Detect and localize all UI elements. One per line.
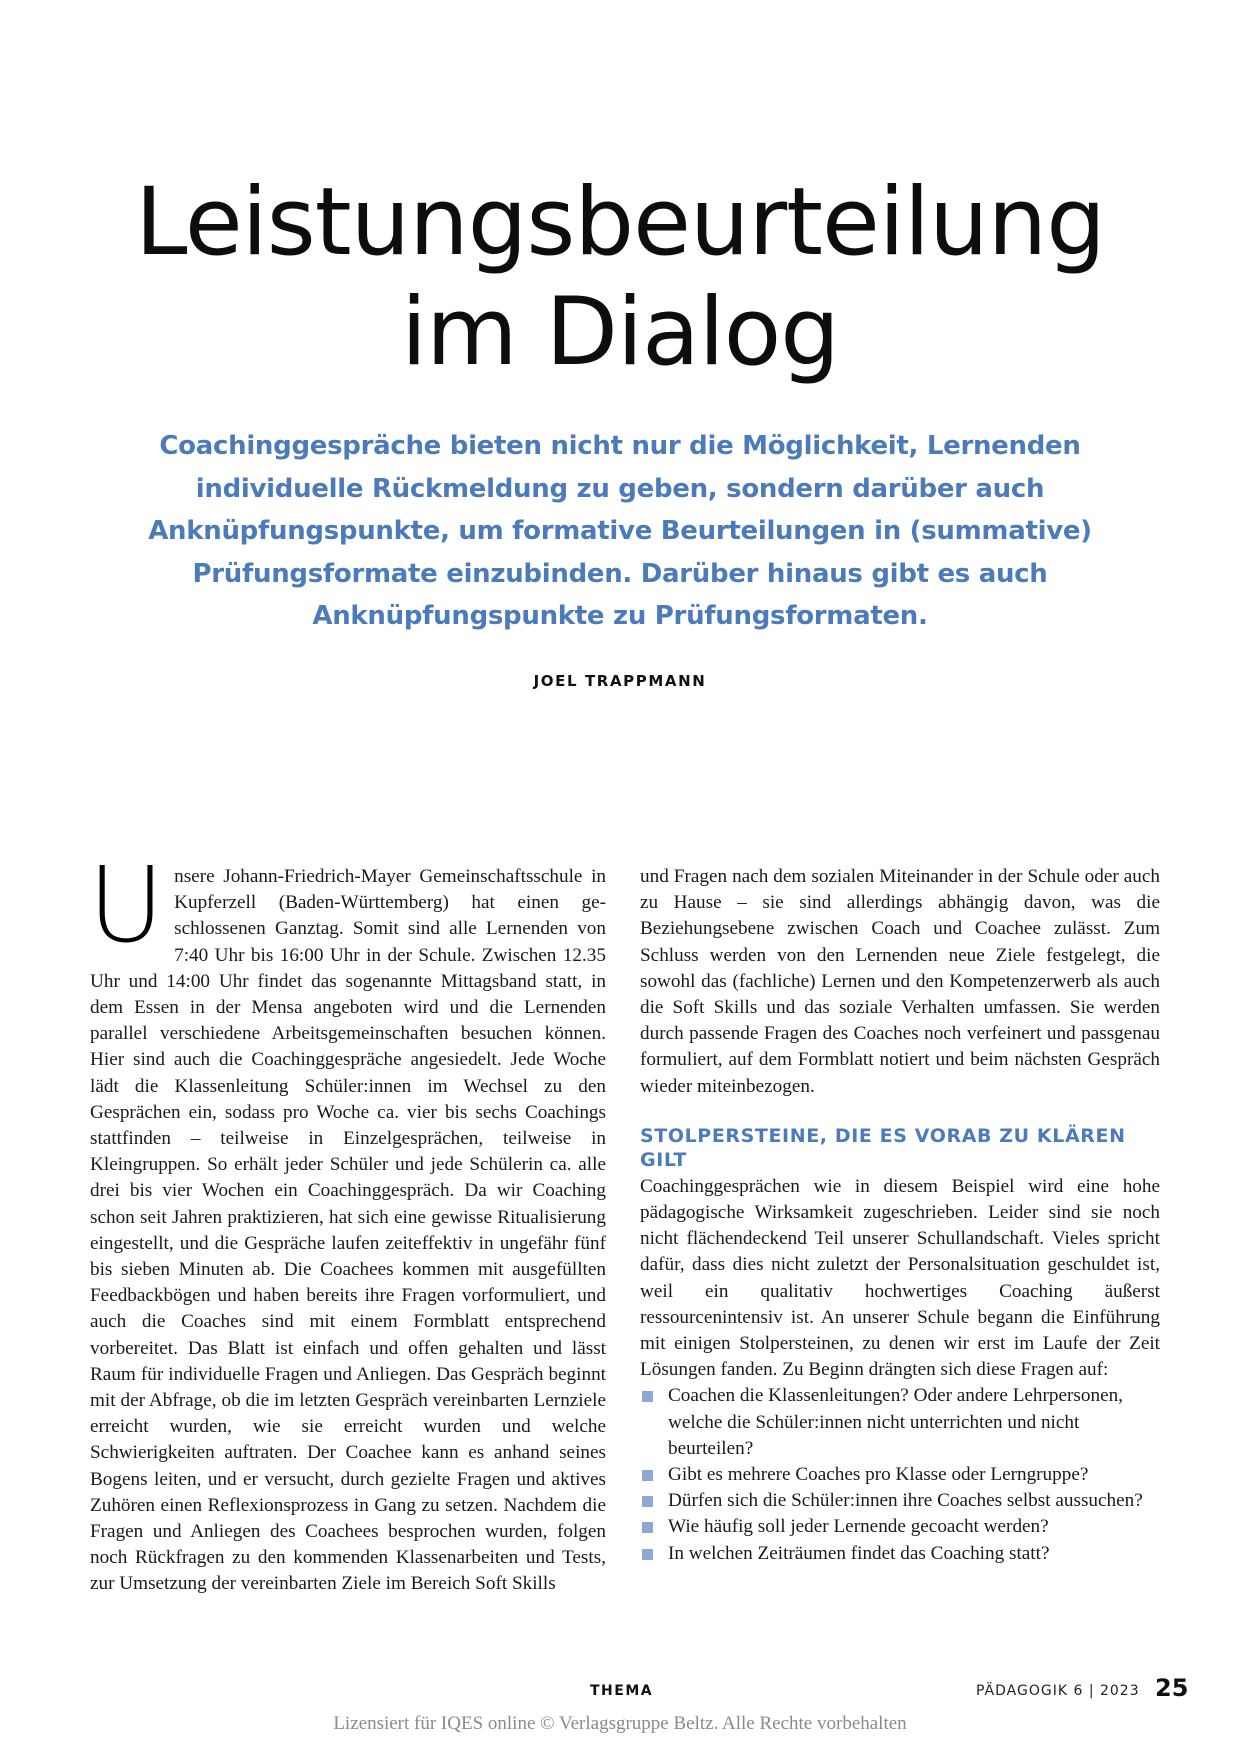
title-line-2: im Dialog (401, 278, 839, 387)
body-column-left (88, 844, 606, 1598)
square-bullet-icon (642, 1391, 653, 1402)
page-number: 25 (1155, 1674, 1189, 1702)
section-heading: STOLPERSTEINE, DIE ES VORAB ZU KLÄREN GILT (640, 1124, 1126, 1171)
body-paragraph: Coachinggesprächen wie in diesem Beispiel wird eine hohe pädagogische Wirksamkeit zugeschrieben. Leider sind sie noch nicht flächendeckend Teil unserer Schullandschaft. Vieles spricht dafür, dass dies nicht zuletzt der Personalsituation geschuldet ist, weil ein qualitativ hochwertiges Coaching äußerst ressourcenintensiv ist. An unserer Schule begann die Einführung mit einigen Stolpersteinen, zu denen wir erst im Laufe der Zeit Lösungen fanden. Zu Beginn drängten sich diese Fragen auf: (640, 1175, 1160, 1381)
list-item-text: Gibt es mehrere Coaches pro Klasse oder Lerngruppe? (668, 1464, 1089, 1486)
list-item (640, 1488, 1160, 1514)
square-bullet-icon (642, 1470, 653, 1481)
title-line-1: Leistungsbeurteilung (135, 168, 1105, 277)
list-item (640, 1541, 1160, 1567)
square-bullet-icon (642, 1522, 653, 1533)
footer-section-label: THEMA (590, 1683, 654, 1699)
list-item (640, 1514, 1160, 1540)
article-lede: Coachinggespräche bieten nicht nur die Möglichkeit, Lernenden individuelle Rückmeldung zu geben, sondern darüber auch Anknüpfungspunkte, um formative Beurteilungen in (summative) Prüfungsformate einzubinden. Darüber hinaus gibt es auch Anknüpfungspunkte zu Prüfungsformaten. (148, 431, 1092, 631)
list-item (640, 1383, 1160, 1462)
drop-cap: U (88, 844, 165, 966)
body-paragraph-continued: und Fragen nach dem sozialen Miteinander in der Schule oder auch zu Hause – sie sind allerdings abhängig davon, was die Beziehungsebene zwischen Coach und Coachee zulässt. Zum Schluss werden von den Lernenden neue Ziele festgelegt, die sowohl das (fachliche) Lernen und den Kompetenzerwerb als auch die Soft Skills und das soziale Verhalten umfassen. Sie werden durch passende Fragen des Coaches noch verfeinert und passgenau formuliert, auf dem Formblatt notiert und beim nächsten Gespräch wieder miteinbezogen. (640, 866, 1160, 1097)
body-column-right (640, 864, 1160, 1567)
list-item-text: Wie häufig soll jeder Lernende gecoacht werden? (668, 1516, 1049, 1538)
license-notice: Lizensiert für IQES online © Verlagsgruppe Beltz. Alle Rechte vorbehalten (333, 1713, 907, 1734)
list-item-text: Dürfen sich die Schüler:innen ihre Coaches selbst aussuchen? (668, 1490, 1143, 1512)
square-bullet-icon (642, 1549, 653, 1560)
list-item-text: In welchen Zeiträumen findet das Coaching statt? (668, 1542, 1050, 1564)
footer-issue: PÄDAGOGIK 6 | 2023 (976, 1683, 1140, 1699)
author-byline: JOEL TRAPPMANN (533, 672, 707, 690)
paragraph-text: nsere Johann-Friedrich-Mayer Gemeinschaftsschule in Kupferzell (Baden-Württemberg) hat einen geschlossenen Ganztag. Somit sind alle Lernenden von 7:40 Uhr bis 16:00 Uhr in der Schule. Zwischen 12.35 Uhr und 14:00 Uhr findet das sogenannte Mittagsband statt, in dem Essen in der Mensa angeboten wird und die Lernenden parallel verschiedene Arbeitsgemeinschaften besuchen können. Hier sind auch die Coachinggespräche angesiedelt. Jede Woche lädt die Klassenleitung Schüler:innen im Wechsel zu den Gesprächen ein, sodass pro Woche ca. vier bis sechs Coachings stattfinden – teilweise in Einzelgesprächen, teilweise in Kleingruppen. So erhält jeder Schüler und jede Schülerin ca. alle drei bis vier Wochen ein Coachinggespräch. Da wir Coaching schon seit Jahren praktizieren, hat sich eine gewisse Ritualisierung eingestellt, und die Gespräche laufen zeiteffektiv in ungefähr fünf bis sieben Minuten ab. Die Coachees kommen mit ausgefüllten Feedbackbögen und haben bereits ihre Fragen vorformuliert, und auch die Coaches sind mit einem Formblatt entsprechend vorbereitet. Das Blatt ist einfach und offen gehalten und lässt Raum für individuelle Fragen und Anliegen. Das Gespräch beginnt mit der Abfrage, ob die im letzten Gespräch vereinbarten Lernziele erreicht wurden, wie sie erreicht wurden und welche Schwierigkeiten auftraten. Der Coachee kann es anhand seines Bogens leiten, und er versucht, durch gezielte Fragen und aktives Zuhören einen Reflexionsprozess in Gang zu setzen. Nachdem die Fragen und Anliegen des Coachees besprochen wurden, folgen noch Rückfragen zu den kommenden Klassenarbeiten und Tests, zur Umsetzung der vereinbarten Ziele im Bereich Soft Skills (90, 866, 606, 1595)
list-item (640, 1462, 1160, 1488)
article-title (0, 168, 1240, 388)
square-bullet-icon (642, 1496, 653, 1507)
question-list (640, 1383, 1160, 1566)
body-paragraph (88, 844, 606, 1598)
list-item-text: Coachen die Klassenleitungen? Oder andere Lehrpersonen, welche die Schüler:innen nicht unterrichten und nicht beurteilen? (668, 1385, 1123, 1459)
